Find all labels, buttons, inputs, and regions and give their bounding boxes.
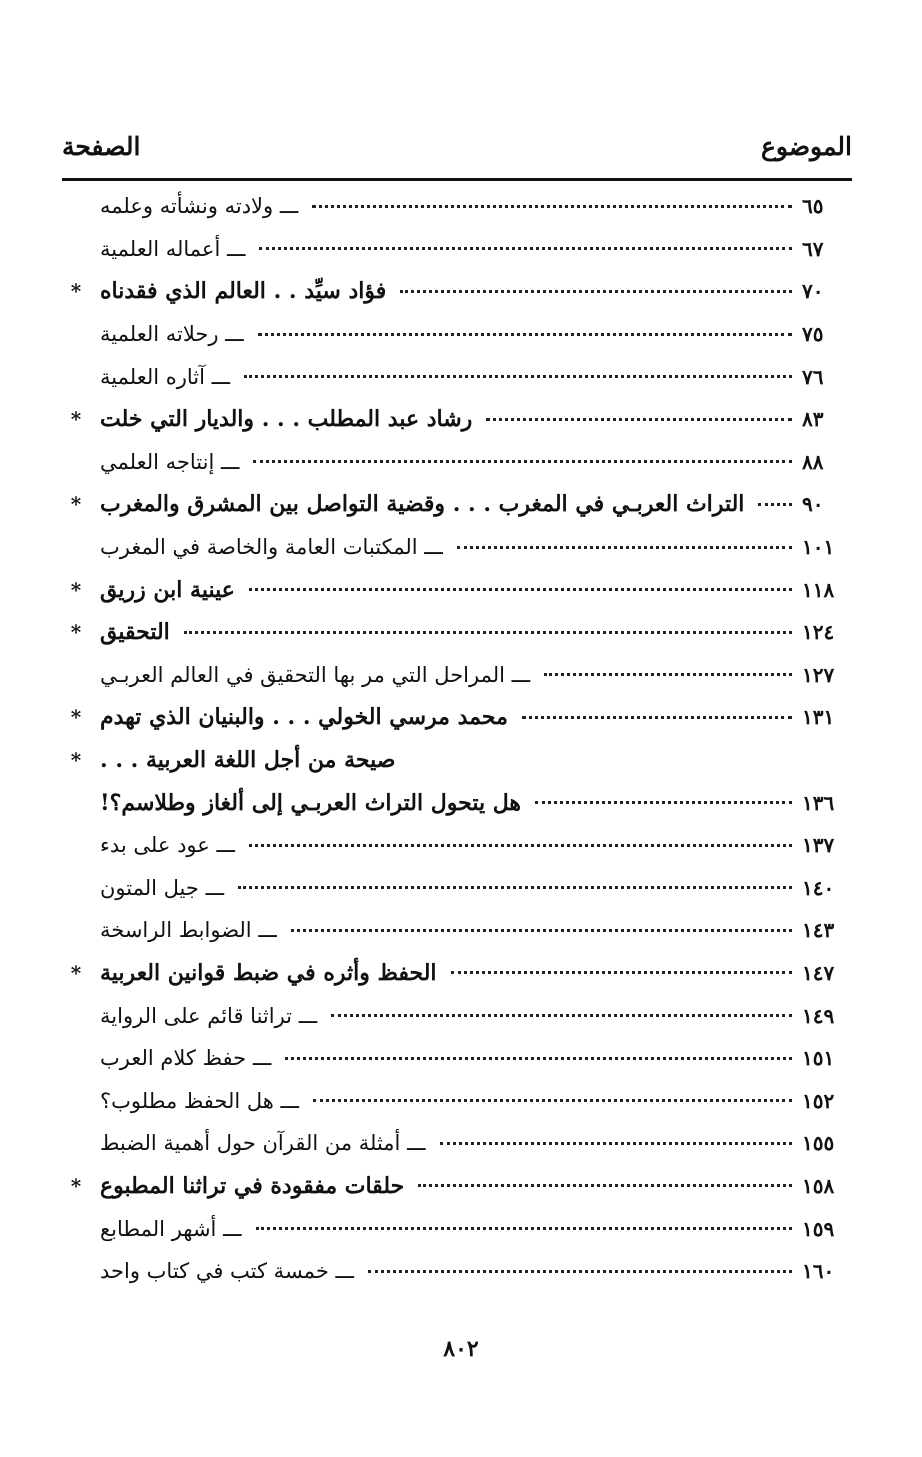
entry-page-number: ١٢٤: [802, 620, 835, 645]
dot-leader: [312, 205, 792, 208]
dot-leader: [249, 844, 792, 847]
entry-page-number: ١٥٨: [802, 1173, 835, 1198]
toc-entry: [62, 355, 852, 398]
toc-entry: [62, 1207, 852, 1250]
entry-page-number: ١٥٢: [802, 1088, 835, 1113]
toc-entry: [62, 654, 852, 697]
entry-title: ـــ حفظ كلام العرب: [90, 1046, 271, 1070]
entry-title: ـــ أعماله العلمية: [90, 237, 245, 261]
dot-leader: [522, 716, 792, 719]
toc-entry: [62, 867, 852, 910]
dot-leader: [244, 375, 792, 378]
entry-marker: *: [70, 1173, 82, 1198]
toc-entry: [62, 1037, 852, 1080]
dot-leader: [259, 247, 792, 250]
toc-entry: [62, 994, 852, 1037]
entry-page-number: ١٣١: [802, 705, 835, 730]
toc-entry: [62, 441, 852, 484]
entry-marker: *: [70, 705, 82, 730]
entry-title: ـــ آثاره العلمية: [90, 365, 230, 389]
entry-page-number: ٦٥: [802, 194, 824, 219]
entry-page-number: ١٣٧: [802, 833, 835, 858]
entry-title: التراث العربـي في المغرب . . . وقضية التواصل بين المشرق والمغرب: [100, 491, 745, 518]
dot-leader: [535, 801, 792, 804]
entry-page-number: ٧٠: [802, 279, 824, 304]
entry-marker: *: [70, 577, 82, 602]
entry-page-number: ١٥٩: [802, 1216, 835, 1241]
dot-leader: [457, 546, 792, 549]
entry-title: ـــ ولادته ونشأته وعلمه: [90, 194, 298, 218]
toc-entry: [62, 568, 852, 611]
dot-leader: [758, 503, 792, 506]
entry-title: ـــ المكتبات العامة والخاصة في المغرب: [90, 535, 443, 559]
entry-title: رشاد عبد المطلب . . . والديار التي خلت: [100, 406, 473, 433]
toc-entry: [62, 739, 852, 782]
entry-title: فؤاد سيِّد . . العالم الذي فقدناه: [100, 278, 387, 305]
entry-page-number: ١١٨: [802, 577, 835, 602]
dot-leader: [256, 1227, 792, 1230]
page-number: ٨٠٢: [443, 1336, 479, 1362]
entry-page-number: ٩٠: [802, 492, 824, 517]
entry-title: ـــ الضوابط الراسخة: [90, 918, 277, 942]
entry-page-number: ١٢٧: [802, 662, 835, 687]
dot-leader: [451, 971, 792, 974]
dot-leader: [258, 333, 792, 336]
dot-leader: [331, 1014, 792, 1017]
entry-page-number: ١٤٠: [802, 875, 835, 900]
dot-leader: [291, 929, 792, 932]
entry-title: ـــ المراحل التي مر بها التحقيق في العالم العربـي: [90, 663, 530, 687]
entry-title: ـــ عود على بدء: [90, 833, 235, 857]
entry-marker: *: [70, 279, 82, 304]
entry-title: عينية ابن زريق: [100, 576, 235, 603]
dot-leader: [285, 1057, 792, 1060]
entry-title: ـــ إنتاجه العلمي: [90, 450, 239, 474]
dot-leader: [368, 1270, 792, 1273]
dot-leader: [418, 1184, 792, 1187]
toc-entry: [62, 313, 852, 356]
entry-page-number: ١٥١: [802, 1046, 835, 1071]
entry-title: هل يتحول التراث العربـي إلى ألغاز وطلاسم؟!: [100, 789, 521, 816]
entry-marker: *: [70, 492, 82, 517]
entry-page-number: ١٣٦: [802, 790, 835, 815]
dot-leader: [544, 673, 792, 676]
entry-page-number: ٨٣: [802, 407, 824, 432]
entry-title: ـــ هل الحفظ مطلوب؟: [90, 1089, 299, 1113]
entry-page-number: ٧٦: [802, 364, 824, 389]
entry-marker: *: [70, 407, 82, 432]
entry-title: ـــ خمسة كتب في كتاب واحد: [90, 1259, 354, 1283]
entry-page-number: ٦٧: [802, 236, 824, 261]
toc-entry: [62, 483, 852, 526]
toc-entry: [62, 228, 852, 271]
entry-title: صيحة من أجل اللغة العربية . . .: [100, 747, 396, 774]
toc-entry: [62, 824, 852, 867]
toc-entry: [62, 526, 852, 569]
entry-title: ـــ أشهر المطابع: [90, 1217, 242, 1241]
entry-marker: *: [70, 620, 82, 645]
toc-entry: [62, 611, 852, 654]
entry-title: التحقيق: [100, 619, 170, 646]
header-rule: [62, 178, 852, 181]
entry-title: ـــ أمثلة من القرآن حول أهمية الضبط: [90, 1131, 426, 1155]
entry-page-number: ١٦٠: [802, 1259, 835, 1284]
topic-column-header: الموضوع: [761, 132, 852, 161]
entry-title: ـــ رحلاته العلمية: [90, 322, 244, 346]
toc-entry: [62, 1250, 852, 1293]
entry-page-number: ١٤٧: [802, 960, 835, 985]
toc-list: [62, 185, 852, 1292]
toc-entry: [62, 781, 852, 824]
dot-leader: [253, 460, 792, 463]
dot-leader: [486, 418, 792, 421]
entry-page-number: ١٤٩: [802, 1003, 835, 1028]
dot-leader: [313, 1099, 792, 1102]
toc-entry: [62, 952, 852, 995]
entry-page-number: ١٠١: [802, 535, 835, 560]
entry-marker: *: [70, 960, 82, 985]
toc-entry: [62, 1122, 852, 1165]
entry-title: ـــ تراثنا قائم على الرواية: [90, 1004, 317, 1028]
dot-leader: [184, 631, 792, 634]
entry-title: الحفظ وأثره في ضبط قوانين العربية: [100, 959, 437, 986]
page-column-header: الصفحة: [62, 132, 141, 161]
entry-title: محمد مرسي الخولي . . . والبنيان الذي تهدم: [100, 704, 508, 731]
toc-entry: [62, 185, 852, 228]
entry-page-number: ١٤٣: [802, 918, 835, 943]
dot-leader: [249, 588, 792, 591]
entry-title: ـــ جيل المتون: [90, 876, 224, 900]
toc-entry: [62, 696, 852, 739]
entry-page-number: ٨٨: [802, 449, 824, 474]
entry-marker: *: [70, 748, 82, 773]
toc-entry: [62, 398, 852, 441]
entry-title: حلقات مفقودة في تراثنا المطبوع: [100, 1172, 405, 1199]
toc-entry: [62, 1165, 852, 1208]
toc-entry: [62, 270, 852, 313]
toc-entry: [62, 1079, 852, 1122]
entry-page-number: ١٥٥: [802, 1131, 835, 1156]
dot-leader: [440, 1142, 792, 1145]
toc-entry: [62, 909, 852, 952]
dot-leader: [238, 886, 792, 889]
dot-leader: [400, 290, 792, 293]
entry-page-number: ٧٥: [802, 322, 824, 347]
